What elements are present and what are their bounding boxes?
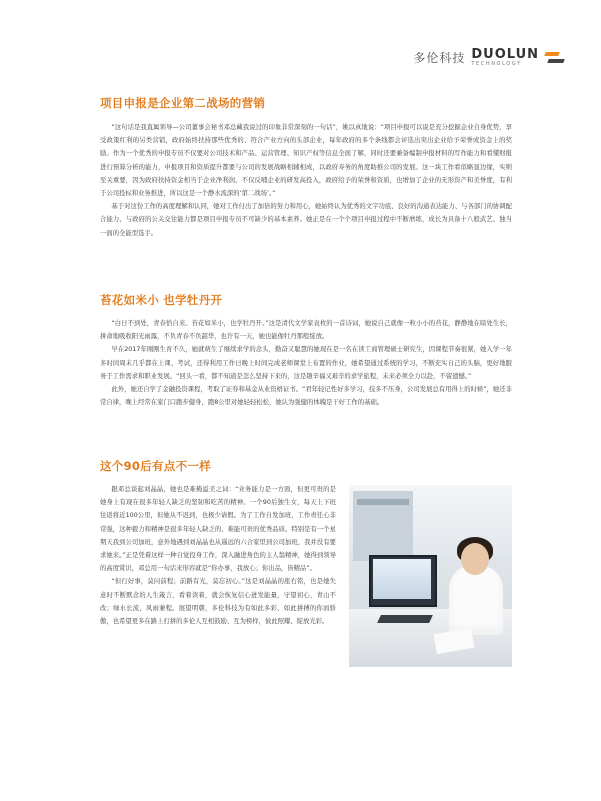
logo-english bbox=[471, 48, 539, 67]
section-3-body bbox=[100, 483, 336, 628]
logo-english-sub: TECHNOLOGY bbox=[471, 61, 522, 67]
paragraph: “白日不到处，青春恰自来。苔花如米小，也学牡丹开。”这是清代文学家袁枚的一首诗词，她说自己就像一粒小小的苔花，静静地在暗处生长，拼命地吸收阳光雨露，不负青春不负韶华，也许有一天，她也能像牡丹那般绽放。 bbox=[100, 320, 512, 341]
paragraph: “但行好事，莫问前程；前路有光，莫忘初心。”这是刘晶晶的座右铭，也是她失意时不断默念的人生箴言，看着读着，就会恢复信心迸发能量，守望初心，青山不改；绿水长流，风雨兼程。展望明朝，多伦科技为有如此多彩、如此拼搏的你而骄傲，也希望更多在路上打拼的多伦人互相鼓励、互为榜样，彼此照耀、绽放光彩。 bbox=[100, 578, 336, 626]
logo-chinese-name: 多伦科技 bbox=[413, 51, 466, 65]
company-logo bbox=[413, 48, 565, 67]
paragraph: 基于对这份工作的高度理解和认同，她对工作付出了加倍的努力和用心，她始终认为优秀的文字功底、良好的沟通表达能力、与各部门的协调配合能力、与政府的公关交往能力都是项目申报专员不可缺少的基本素养。她正是在一个个项目申报过程中不断磨练，成长为具备十八般武艺、独当一面的全能型选手。 bbox=[100, 203, 512, 237]
section-title-3: 这个90后有点不一样 bbox=[100, 459, 212, 473]
paragraph: 此外，她还自学了金融投资课程，考取了证券和基金从业资格证书。“君年轻记性好多学习，技多不压身，公司发展总有用得上的时候”，她还非常自律，晚上经常在家门口跑步健身，跑8公里对她轻轻松松，她认为强健的体魄是干好工作的基础。 bbox=[100, 386, 512, 407]
section-title-2: 苔花如米小 也学牡丹开 bbox=[100, 293, 223, 307]
office-woman-at-computer-photo bbox=[349, 485, 512, 667]
paragraph: 早在2017年刚刚生育不久，她就萌生了继续求学的念头，勤奋又聪慧的她现在是一名在读工商管理硕士研究生，因课程节奏很紧，她入学一年多时间周末几乎都在上课、考试，还得利用工作日晚上时间完成老师课堂上布置的作业，她希望通过系统的学习，不断充实自己的头脑，更好地服务于工作需求和职业发展。“回头一看，都不知道是怎么坚持下来的，这是趟辛福又艰辛的求学旅程，未来必须全力以赴，不留遗憾。” bbox=[100, 346, 512, 380]
section-title-1: 项目申报是企业第二战场的营销 bbox=[100, 96, 266, 110]
section-2-body bbox=[100, 317, 512, 409]
logo-mark-icon bbox=[545, 50, 565, 66]
section-1-body bbox=[100, 121, 512, 240]
paragraph: 跟邓总谈起刘晶晶，她也是难掩溢美之词：“业务能力是一方面，但更可贵的是她身上有现在很多年轻人缺乏的坚韧和吃苦的精神。一个90后独生女，每天上下班往返将近100公里，但她从不迟到，也极少请假。为了工作自发加班，工作责任心非常强，这种毅力和精神是很多年轻人缺乏的、难能可贵的优秀品质。特别是有一个星期天我到公司加班，意外地遇到刘晶晶也从遥远的六合家里到公司加班，我并没有要求她来。”正是凭着这样一种自觉投身工作，深入融进角色的主人翁精神，她得到领导的高度赏识，邓总用一句话来形容就是“你办事，我放心；你出品，皆精品”。 bbox=[100, 486, 336, 573]
paragraph: “这句话是我直属领导—公司董事会秘书邓总藏我说过的印象非常深刻的一句话”，姚以真地说：“项目申报可以说是充分挖掘企业自身优势，享受政策红利的另类营销，政府始终扶持那些优秀的、符合产业方向的头部企业，每年政府的多个条线都会评选出突出企业给予荣誉或资金上的奖励。作为一个优秀的申报专员不仅要对公司技术和产品、运营管理、知识产权等信息全面了解，同时还要兼备编制申报材料的写作能力和看懂财报进行预算分析的能力，申报项目和资质提升都要与公司的发展战略相辅相成，以政府寿务的角度助推公司的发展。这一块工作看似略显边缘，实则至关重要，因为政府扶持资金相当于企业净利润，不仅反哺企业的研发高投入，政府给予的荣誉和资质，也增加了企业的无形资产和美誉度，有利于公司投标和业务推进，所以这是一个静水流深的‘第二战场’。” bbox=[100, 124, 512, 198]
logo-english-name: DUOLUN bbox=[471, 47, 539, 62]
